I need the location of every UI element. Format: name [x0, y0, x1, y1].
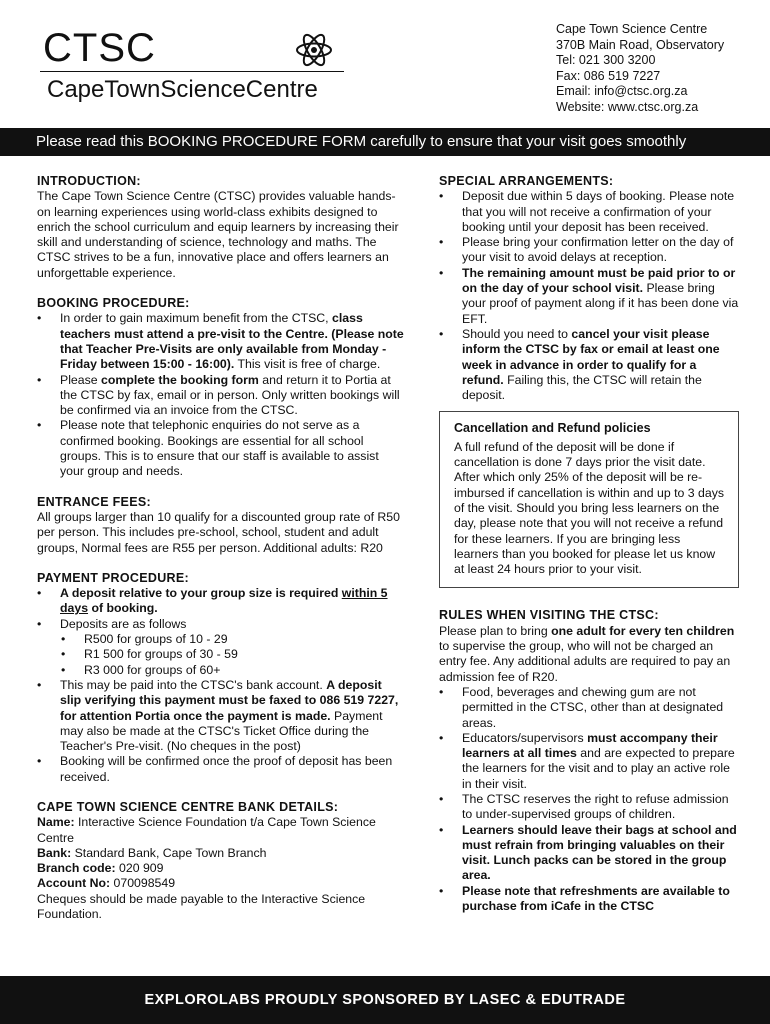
entrance-heading: ENTRANCE FEES:	[37, 494, 151, 509]
list-item: • Should you need to cancel your visit please inform the CTSC by fax or email at least one week in advance in order to qualify for a refund. Failing this, the CTSC will retain the deposit.	[439, 327, 739, 403]
atom-icon	[294, 30, 334, 70]
list-item: • The CTSC reserves the right to refuse admission to under-supervised groups of children.	[439, 792, 739, 823]
list-item: • Please complete the booking form and return it to Portia at the CTSC by fax, email or in person. Only written bookings will be confirmed via an invoice from the CTSC.	[37, 373, 405, 419]
entrance-text: All groups larger than 10 qualify for a discounted group rate of R50 per person. This includes pre-school, school, student and adult groups, Normal fees are R55 per person. Additional adults: R20	[37, 509, 400, 555]
list-item: • Please note that telephonic enquiries do not serve as a confirmed booking. Bookings are essential for all school groups. This is to ensure that our staff is available to assist your group and needs.	[37, 418, 405, 479]
list-item: • The remaining amount must be paid prior to or on the day of your school visit. Please bring your proof of payment along if it has been done via EFT.	[439, 266, 739, 327]
logo-divider	[40, 71, 344, 72]
list-item: • Learners should leave their bags at school and must refrain from bringing valuables on their visit. Lunch packs can be stored in the group area.	[439, 823, 739, 884]
list-item: • Booking will be confirmed once the proof of deposit has been received.	[37, 754, 405, 785]
bank-bank: Bank: Standard Bank, Cape Town Branch	[37, 845, 267, 860]
special-heading: SPECIAL ARRANGEMENTS:	[439, 174, 614, 188]
list-item: • Please note that refreshments are available to purchase from iCafe in the CTSC	[439, 884, 739, 915]
contact-org: Cape Town Science Centre	[556, 22, 708, 36]
contact-address: 370B Main Road, Observatory	[556, 37, 725, 52]
left-column	[37, 174, 405, 937]
cancellation-text: A full refund of the deposit will be done if cancellation is done 7 days prior the visit date. After which only 25% of the deposit will be re-imbursed if cancellation is within and up to 3 days of the visit. Should you bring less learners on the day, please note that you will not receive a refund for these learners. If you are bringing less learners than you booked for please let us know at least 24 hours prior to your visit.	[454, 439, 724, 577]
contact-block	[556, 22, 724, 115]
list-item: • Deposits are as follows	[37, 617, 405, 632]
booking-heading: BOOKING PROCEDURE:	[37, 296, 190, 311]
list-item: • Educators/supervisors must accompany their learners at all times and are expected to prepare the learners for the visit and to play an active role in their visit.	[439, 731, 739, 792]
list-item: • Deposit due within 5 days of booking. Please note that you will not receive a confirmation of your booking until your deposit has been received.	[439, 189, 739, 235]
special-section	[439, 174, 739, 403]
list-item: • Please bring your confirmation letter on the day of your visit to avoid delays at reception.	[439, 235, 739, 266]
contact-email[interactable]: Email: info@ctsc.org.za	[556, 84, 688, 98]
payment-section	[37, 571, 405, 785]
instruction-banner: Please read this BOOKING PROCEDURE FORM carefully to ensure that your visit goes smoothly	[0, 128, 770, 156]
rules-section	[439, 608, 739, 914]
contact-tel: Tel: 021 300 3200	[556, 53, 656, 67]
deposit-item: • R1 500 for groups of 30 - 59	[37, 647, 405, 662]
logo-name: CapeTownScienceCentre	[47, 76, 318, 103]
bank-cheques: Cheques should be made payable to the Interactive Science Foundation.	[37, 891, 366, 922]
bank-name: Name: Interactive Science Foundation t/a Cape Town Science Centre	[37, 815, 376, 845]
deposit-item: • R3 000 for groups of 60+	[37, 663, 405, 678]
introduction-text: The Cape Town Science Centre (CTSC) provides valuable hands-on learning experiences using world-class exhibits designed to enrich the school curriculum and equip learners by increasing their skill and understanding of science, technology and maths. The CTSC strives to be a fun, innovative place and offers learners an unforgettable experience.	[37, 189, 399, 280]
introduction-section	[37, 174, 405, 281]
list-item: • This may be paid into the CTSC's bank account. A deposit slip verifying this payment must be faxed to 086 519 7227, for attention Portia once the payment is made. Payment may also be made at the CTSC's Ticket Office during the Teacher's Pre-visit. (No cheques in the post)	[37, 678, 405, 754]
booking-section	[37, 296, 405, 480]
list-item: • A deposit relative to your group size is required within 5 days of booking.	[37, 586, 405, 617]
payment-heading: PAYMENT PROCEDURE:	[37, 570, 189, 585]
deposit-item: • R500 for groups of 10 - 29	[37, 632, 405, 647]
contact-website[interactable]: Website: www.ctsc.org.za	[556, 99, 699, 114]
introduction-heading: INTRODUCTION:	[37, 174, 141, 188]
cancellation-heading: Cancellation and Refund policies	[454, 421, 651, 436]
bank-section	[37, 800, 405, 922]
rules-heading: RULES WHEN VISITING THE CTSC:	[439, 608, 659, 623]
bank-branch: Branch code: 020 909	[37, 861, 164, 876]
right-column	[439, 174, 739, 914]
contact-fax: Fax: 086 519 7227	[556, 68, 661, 83]
sponsor-footer: EXPLOROLABS PROUDLY SPONSORED BY LASEC & EDUTRADE	[0, 976, 770, 1024]
bank-heading: CAPE TOWN SCIENCE CENTRE BANK DETAILS:	[37, 799, 339, 814]
rules-intro: Please plan to bring one adult for every ten children to supervise the group, who will not be charged an entry fee. Any additional adults are required to pay an admission fee of R20.	[439, 623, 735, 684]
entrance-section	[37, 495, 405, 556]
list-item: • In order to gain maximum benefit from the CTSC, class teachers must attend a pre-visit to the Centre. (Please note that Teacher Pre-Visits are only available from Monday - Friday between 15:00 - 16:00). This visit is free of charge.	[37, 311, 405, 372]
list-item: • Food, beverages and chewing gum are not permitted in the CTSC, other than at designated areas.	[439, 685, 739, 731]
bank-account: Account No: 070098549	[37, 876, 176, 891]
cancellation-box	[439, 411, 739, 588]
logo-ctsc: CTSC	[43, 26, 156, 70]
